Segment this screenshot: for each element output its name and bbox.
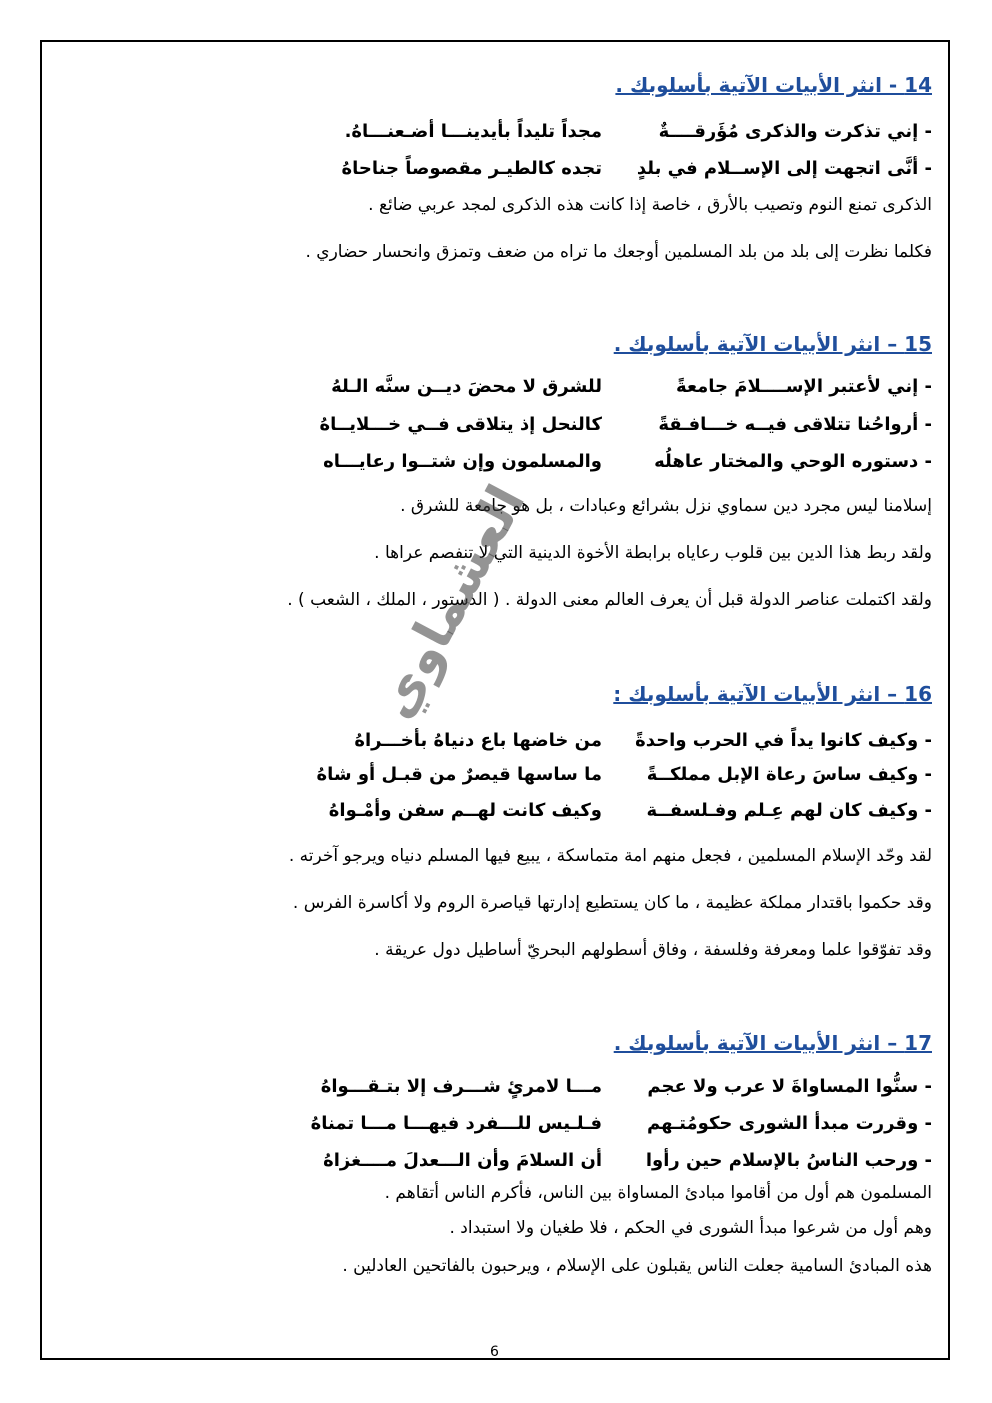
prose-paragraph: فكلما نظرت إلى بلد من بلد المسلمين أوجعك ما تراه من ضعف وتمزق وانحسار حضاري .: [305, 242, 932, 262]
verse-second-hemistich: أن السلامَ وأن الـــعدلَ مــــغزاهُ: [323, 1150, 602, 1171]
verse-line: [172, 414, 932, 444]
verse-second-hemistich: مجداً تليداً بأيدينـــا أضـعنـــاهُ.: [344, 121, 602, 142]
verse-line: [172, 1076, 932, 1106]
verse-first-hemistich: - أرواحُنا تتلاقى فيــه خـــافـقةً: [658, 414, 932, 435]
author-watermark: العشماوي: [365, 475, 538, 729]
verse-line: [172, 800, 932, 830]
verse-second-hemistich: ما ساسها قيصرٌ من قبـل أو شاهُ: [316, 764, 602, 785]
prose-paragraph: المسلمون هم أول من أقاموا مبادئ المساواة بين الناس، فأكرم الناس أتقاهم .: [384, 1183, 932, 1203]
verse-first-hemistich: - وكيف كان لهم عِـلم وفـلسفــة: [646, 800, 932, 821]
verse-line: [172, 764, 932, 794]
verse-second-hemistich: تجده كالطيـر مقصوصاً جناحاهُ: [341, 158, 602, 179]
verse-first-hemistich: - دستوره الوحي والمختار عاهلُه: [654, 451, 932, 472]
verse-first-hemistich: - إني تذكرت والذكرى مُؤَرقــــةٌ: [658, 121, 932, 142]
page-number: 6: [490, 1344, 499, 1360]
verse-second-hemistich: مـــا لامرئٍ شـــرف إلا بتـقـــواهُ: [320, 1076, 602, 1097]
verse-line: [172, 121, 932, 151]
verse-second-hemistich: للشرق لا محضَ ديــن سنَّه الـلهُ: [331, 376, 602, 397]
prose-paragraph: وقد تفوّقوا علما ومعرفة وفلسفة ، وفاق أسطولهم البحريّ أساطيل دول عريقة .: [374, 940, 932, 960]
prose-paragraph: إسلامنا ليس مجرد دين سماوي نزل بشرائع وعبادات ، بل هو جامعة للشرق .: [400, 496, 932, 516]
section-14-heading: 14 - انثر الأبيات الآتية بأسلوبك .: [615, 73, 932, 97]
verse-first-hemistich: - سنُّوا المساواةَ لا عرب ولا عجم: [647, 1076, 932, 1097]
verse-second-hemistich: وكيف كانت لهــم سفن وأمْـواهُ: [328, 800, 602, 821]
prose-paragraph: لقد وحّد الإسلام المسلمين ، فجعل منهم امة متماسكة ، يبيع فيها المسلم دنياه ويرجو آخرته .: [288, 846, 932, 866]
verse-line: [172, 158, 932, 188]
section-16-heading: 16 – انثر الأبيات الآتية بأسلوبك :: [613, 682, 932, 706]
prose-paragraph: وهم أول من شرعوا مبدأ الشورى في الحكم ، فلا طغيان ولا استبداد .: [449, 1218, 932, 1238]
prose-paragraph: ولقد اكتملت عناصر الدولة قبل أن يعرف العالم معنى الدولة . ( الدستور ، الملك ، الشعب ) .: [287, 590, 932, 610]
verse-line: [172, 1150, 932, 1180]
verse-first-hemistich: - إني لأعتبر الإســــلامَ جامعةً: [676, 376, 932, 397]
verse-first-hemistich: - وقررت مبدأ الشورى حكومُتـهم: [647, 1113, 932, 1134]
verse-line: [172, 1113, 932, 1143]
verse-first-hemistich: - أنَّى اتجهت إلى الإســلام في بلدٍ: [636, 158, 932, 179]
section-17-heading: 17 – انثر الأبيات الآتية بأسلوبك .: [613, 1031, 932, 1055]
verse-second-hemistich: فـلـيس للـــفرد فيهـــا مـــا تمناهُ: [310, 1113, 602, 1134]
verse-second-hemistich: من خاضها باع دنياهُ بأخـــراهُ: [354, 730, 602, 751]
verse-second-hemistich: كالنحل إذ يتلاقى فــي خـــلايــاهُ: [319, 414, 602, 435]
prose-paragraph: وقد حكموا باقتدار مملكة عظيمة ، ما كان يستطيع إدارتها قياصرة الروم ولا أكاسرة الفرس .: [292, 893, 932, 913]
verse-first-hemistich: - ورحب الناسُ بالإسلام حين رأوا: [645, 1150, 932, 1171]
verse-first-hemistich: - وكيف ساسَ رعاة الإبل مملكــةً: [646, 764, 932, 785]
section-15-heading: 15 – انثر الأبيات الآتية بأسلوبك .: [613, 332, 932, 356]
prose-paragraph: هذه المبادئ السامية جعلت الناس يقبلون على الإسلام ، ويرحبون بالفاتحين العادلين .: [342, 1256, 932, 1276]
verse-first-hemistich: - وكيف كانوا يداً في الحرب واحدةً: [635, 730, 932, 751]
verse-second-hemistich: والمسلمون وإن شتــوا رعايـــاه: [323, 451, 602, 472]
prose-paragraph: ولقد ربط هذا الدين بين قلوب رعاياه برابطة الأخوة الدينية التي لا تنفصم عراها .: [374, 543, 932, 563]
prose-paragraph: الذكرى تمنع النوم وتصيب بالأرق ، خاصة إذا كانت هذه الذكرى لمجد عربي ضائع .: [368, 195, 932, 215]
verse-line: [172, 730, 932, 760]
verse-line: [172, 376, 932, 406]
verse-line: [172, 451, 932, 481]
